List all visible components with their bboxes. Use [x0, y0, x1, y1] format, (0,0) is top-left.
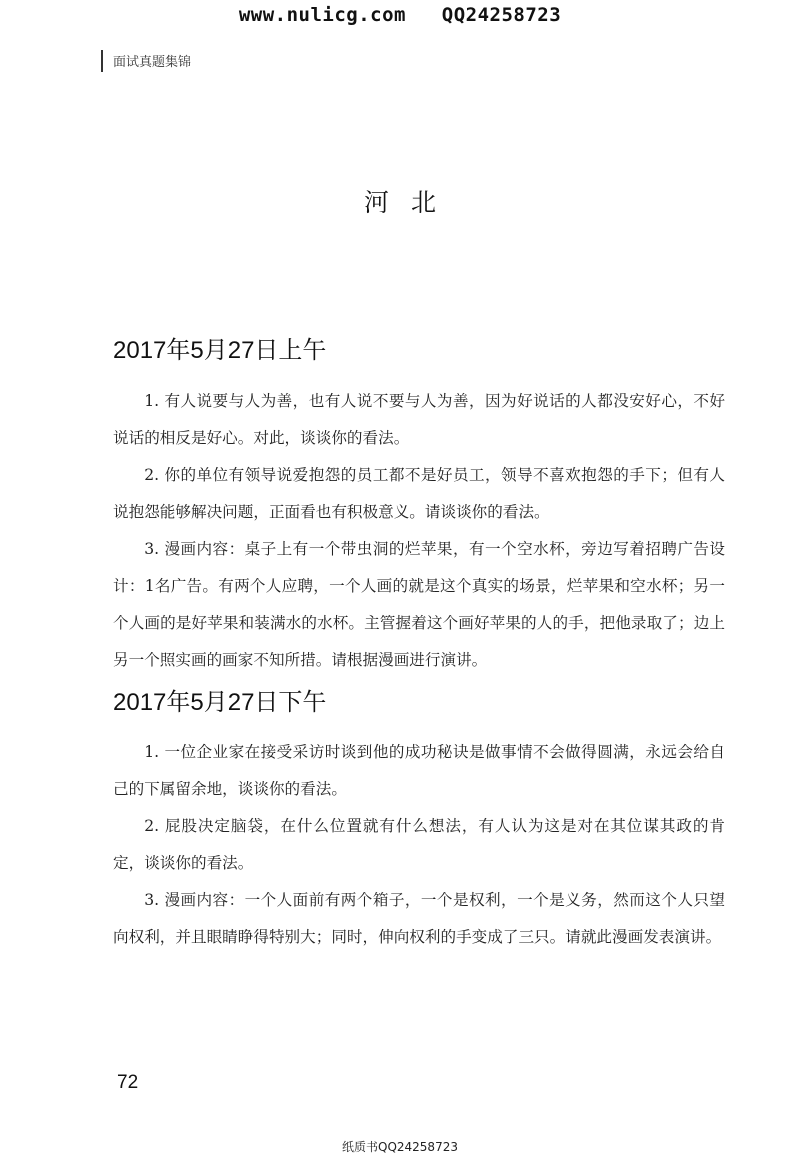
header-divider [101, 50, 103, 72]
question-list-morning [113, 383, 725, 679]
question-item: 1. 一位企业家在接受采访时谈到他的成功秘诀是做事情不会做得圆满，永远会给自己的下属留余地，谈谈你的看法。 [113, 743, 725, 798]
session-heading-afternoon: 2017年5月27日下午 [113, 689, 327, 716]
running-header: 面试真题集锦 [113, 55, 192, 70]
question-item: 2. 你的单位有领导说爱抱怨的员工都不是好员工，领导不喜欢抱怨的手下；但有人说抱怨能够解决问题，正面看也有积极意义。请谈谈你的看法。 [113, 466, 725, 521]
question-item: 3. 漫画内容：一个人面前有两个箱子，一个是权利，一个是义务，然而这个人只望向权利，并且眼睛睁得特别大；同时，伸向权利的手变成了三只。请就此漫画发表演讲。 [113, 891, 725, 946]
question-item: 1. 有人说要与人为善，也有人说不要与人为善，因为好说话的人都没安好心，不好说话的相反是好心。对此，谈谈你的看法。 [113, 392, 725, 447]
page-number: 72 [117, 1072, 139, 1093]
top-watermark: www.nulicg.com QQ24258723 [238, 4, 562, 26]
question-item: 3. 漫画内容：桌子上有一个带虫洞的烂苹果，有一个空水杯，旁边写着招聘广告设计：1名广告。有两个人应聘，一个人画的就是这个真实的场景，烂苹果和空水杯；另一个人画的是好苹果和装满水的水杯。主管握着这个画好苹果的人的手，把他录取了；边上另一个照实画的画家不知所措。请根据漫画进行演讲。 [113, 540, 725, 669]
bottom-watermark: 纸质书QQ24258723 [342, 1140, 458, 1154]
session-heading-morning: 2017年5月27日上午 [113, 337, 327, 364]
region-title: 河北 [363, 188, 458, 217]
question-list-afternoon [113, 734, 725, 956]
question-item: 2. 屁股决定脑袋，在什么位置就有什么想法，有人认为这是对在其位谋其政的肯定，谈谈你的看法。 [113, 817, 725, 872]
